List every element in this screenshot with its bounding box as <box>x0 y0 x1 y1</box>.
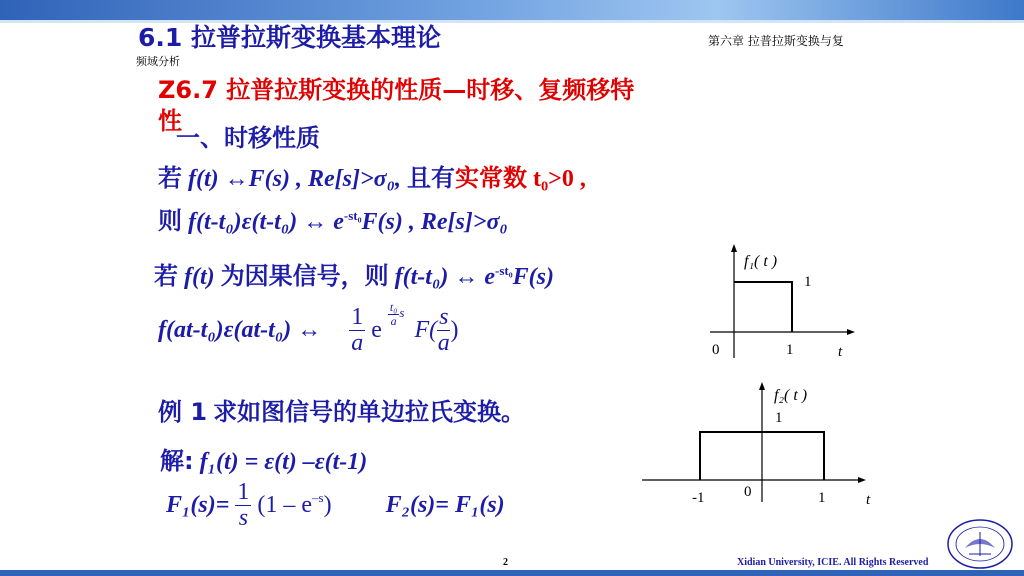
cond-mid: 且有 <box>406 164 455 192</box>
scale-fraction <box>349 305 365 356</box>
scaling-line <box>158 300 459 375</box>
graph1-y-arrow <box>731 244 737 252</box>
university-seal-icon <box>945 518 1015 570</box>
solution-label: 解: <box>160 447 194 475</box>
result-line <box>166 480 505 550</box>
causal-exp: -st₀ <box>494 263 513 278</box>
graph1-x-label: t <box>838 344 843 360</box>
F2-expr: F₂(s)= F₁(s) <box>385 492 505 519</box>
solution-expr: f₁(t) = ε(t) –ε(t-1) <box>199 449 368 475</box>
copyright-text: Xidian University, ICIE. All Rights Reserved <box>737 557 929 568</box>
F1-s: s <box>238 505 249 532</box>
graph1-pulse <box>734 282 792 332</box>
scale-e: e <box>371 317 382 344</box>
chapter-label: 第六章 拉普拉斯变换与复 <box>708 34 844 48</box>
graph2-y-tick: 1 <box>775 410 783 426</box>
chapter-label-continued: 频域分析 <box>136 55 180 68</box>
subsection-heading: 一、时移性质 <box>176 124 320 152</box>
then-line <box>158 201 508 236</box>
slide-title: 6.1 拉普拉斯变换基本理论 <box>138 23 441 52</box>
graph2-x-arrow <box>858 477 866 483</box>
F1-fraction <box>235 480 251 531</box>
cond-tail: t₀>0 , <box>532 166 586 192</box>
causal-line <box>154 256 554 291</box>
example-line <box>158 392 525 427</box>
F1-close: ) <box>323 492 332 519</box>
scale-exp <box>388 301 400 327</box>
then-prefix: 则 <box>158 207 182 235</box>
graph2-y-arrow <box>759 382 765 390</box>
section-heading: Z6.7 拉普拉斯变换的性质—时移、复频移特 <box>158 76 635 104</box>
example-label: 例 1 <box>158 398 208 426</box>
then-expr2: F(s) , Re[s]>σ₀ <box>361 209 508 235</box>
graph2-label: f₂( t ) <box>774 387 808 404</box>
graph-f2 <box>640 378 880 510</box>
then-exp: -st₀ <box>343 208 362 223</box>
scale-s: s <box>439 304 449 330</box>
cond-red: 实常数 <box>454 164 527 192</box>
solution-line <box>160 441 367 476</box>
then-expr1: f(t-t₀)ε(t-t₀) ↔ e <box>188 209 344 235</box>
condition-line <box>158 158 586 193</box>
cond-expr: f(t) ↔F(s) , Re[s]>σ₀, <box>188 166 401 192</box>
scale-a: a <box>351 330 364 357</box>
scale-F: F( <box>414 317 438 344</box>
F1-rhs: (1 – e <box>257 492 313 519</box>
graph2-origin: 0 <box>744 484 752 500</box>
causal-prefix: 若 <box>154 262 178 290</box>
F1-exp: –s <box>312 490 324 506</box>
page-number: 2 <box>503 557 508 568</box>
bottom-bar <box>0 570 1024 576</box>
scale-a2: a <box>437 330 450 357</box>
causal-expr2: F(s) <box>512 264 554 290</box>
causal-f: f(t) <box>184 264 215 290</box>
scale-one: 1 <box>351 304 364 330</box>
graph2-x-tick: 1 <box>818 490 826 506</box>
cond-prefix: 若 <box>158 164 182 192</box>
F1-one: 1 <box>237 479 250 505</box>
scale-lhs: f(at-t₀)ε(at-t₀) ↔ <box>158 317 322 344</box>
graph1-label: f₁( t ) <box>744 253 778 270</box>
scale-exp-s: s <box>399 305 405 320</box>
scale-exp-den: a <box>390 313 397 328</box>
graph1-x-arrow <box>847 329 855 335</box>
graph2-x-neg: -1 <box>692 490 705 506</box>
graph1-origin: 0 <box>712 342 720 358</box>
causal-text: 为因果信号，则 <box>220 262 389 290</box>
example-text: 求如图信号的单边拉氏变换。 <box>213 398 526 426</box>
scale-exp-num: t₀ <box>389 300 398 314</box>
graph1-y-tick: 1 <box>804 274 812 290</box>
scale-close: ) <box>450 317 459 344</box>
section-heading-tail: 性 <box>158 107 182 135</box>
causal-expr: f(t-t₀) ↔ e <box>394 264 495 290</box>
F1-lhs: F₁(s)= <box>166 492 230 519</box>
top-banner <box>0 0 1024 20</box>
scale-frac2 <box>437 305 450 356</box>
graph-f1 <box>700 240 860 365</box>
graph2-x-label: t <box>866 492 871 508</box>
graph1-x-tick: 1 <box>786 342 794 358</box>
